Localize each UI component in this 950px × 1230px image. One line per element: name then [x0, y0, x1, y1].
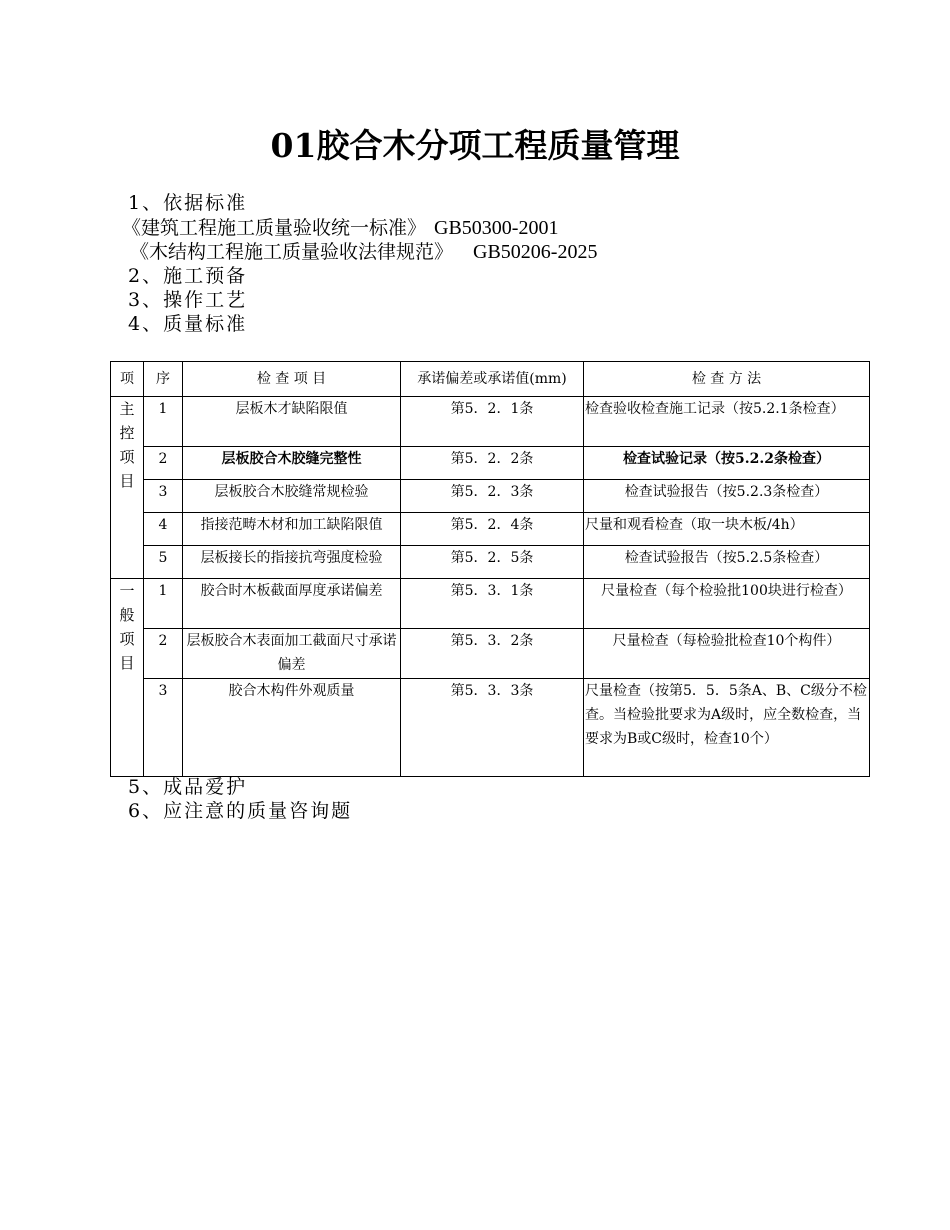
row-method: 尺量检查（每检验批检查10个构件）: [584, 629, 870, 679]
row-number: 4: [144, 513, 183, 546]
table-header-row: [111, 362, 870, 397]
row-item: 指接范畴木材和加工缺陷限值: [183, 513, 401, 546]
row-item: 层板胶合木表面加工截面尺寸承诺偏差: [183, 629, 401, 679]
standard-line-2: [130, 240, 597, 264]
row-number: 2: [144, 447, 183, 480]
row-number: 3: [144, 480, 183, 513]
standard-line-1: [122, 216, 558, 240]
row-item: 层板胶合木胶缝完整性: [183, 447, 401, 480]
section-heading-preparation: 2、施工预备: [128, 265, 248, 287]
row-method: 检查验收检查施工记录（按5.2.1条检查）: [584, 397, 870, 447]
row-number: 3: [144, 679, 183, 777]
table-row: [111, 546, 870, 579]
row-value: 第5．2．3条: [401, 480, 584, 513]
standard-code-1: GB50300-2001: [434, 217, 559, 239]
table-row: [111, 513, 870, 546]
table-row: [111, 480, 870, 513]
row-item: 层板木才缺陷限值: [183, 397, 401, 447]
header-cell-method: 检 查 方 法: [584, 362, 870, 397]
standard-name-1: 《建筑工程施工质量验收统一标准》: [122, 217, 427, 239]
row-method: 尺量检查（每个检验批100块进行检查）: [584, 579, 870, 629]
section-heading-issues: 6、应注意的质量咨询题: [128, 800, 353, 822]
row-item: 胶合木构件外观质量: [183, 679, 401, 777]
quality-standard-table: [110, 361, 870, 777]
table-row: [111, 447, 870, 480]
table-row: [111, 397, 870, 447]
row-method: 尺量和观看检查（取一块木板/4h）: [584, 513, 870, 546]
row-method: 检查试验报告（按5.2.3条检查）: [584, 480, 870, 513]
table-row: [111, 629, 870, 679]
standard-code-2: GB50206-2025: [473, 241, 598, 263]
row-value: 第5．3．1条: [401, 579, 584, 629]
group-label-main-control: 主控项目: [111, 397, 144, 579]
row-number: 1: [144, 397, 183, 447]
table-row: [111, 579, 870, 629]
page-title: 01胶合木分项工程质量管理: [270, 126, 680, 165]
header-cell-item: 检 查 项 目: [183, 362, 401, 397]
row-value: 第5．2．1条: [401, 397, 584, 447]
row-method: 检查试验报告（按5.2.5条检查）: [584, 546, 870, 579]
row-number: 5: [144, 546, 183, 579]
table-row: [111, 679, 870, 777]
section-heading-quality: 4、质量标准: [128, 313, 248, 335]
row-method: 检查试验记录（按5.2.2条检查）: [584, 447, 870, 480]
section-heading-process: 3、操作工艺: [128, 289, 248, 311]
standard-name-2: 《木结构工程施工质量验收法律规范》: [130, 241, 454, 263]
row-number: 2: [144, 629, 183, 679]
row-item: 胶合时木板截面厚度承诺偏差: [183, 579, 401, 629]
row-value: 第5．3．2条: [401, 629, 584, 679]
row-number: 1: [144, 579, 183, 629]
header-cell-category: 项: [111, 362, 144, 397]
row-value: 第5．2．4条: [401, 513, 584, 546]
group-label-general: 一般项目: [111, 579, 144, 777]
section-heading-protection: 5、成品爱护: [128, 776, 248, 798]
row-value: 第5．2．5条: [401, 546, 584, 579]
row-item: 层板胶合木胶缝常规检验: [183, 480, 401, 513]
header-cell-number: 序: [144, 362, 183, 397]
section-heading-basis: 1、依据标准: [128, 192, 248, 214]
row-method: 尺量检查（按第5．5．5条A、B、C级分不检查。当检验批要求为A级时，应全数检查，当要求为B或C级时，检查10个）: [584, 679, 870, 777]
row-value: 第5．3．3条: [401, 679, 584, 777]
row-value: 第5．2．2条: [401, 447, 584, 480]
row-item: 层板接长的指接抗弯强度检验: [183, 546, 401, 579]
header-cell-tolerance: 承诺偏差或承诺值(mm): [401, 362, 584, 397]
